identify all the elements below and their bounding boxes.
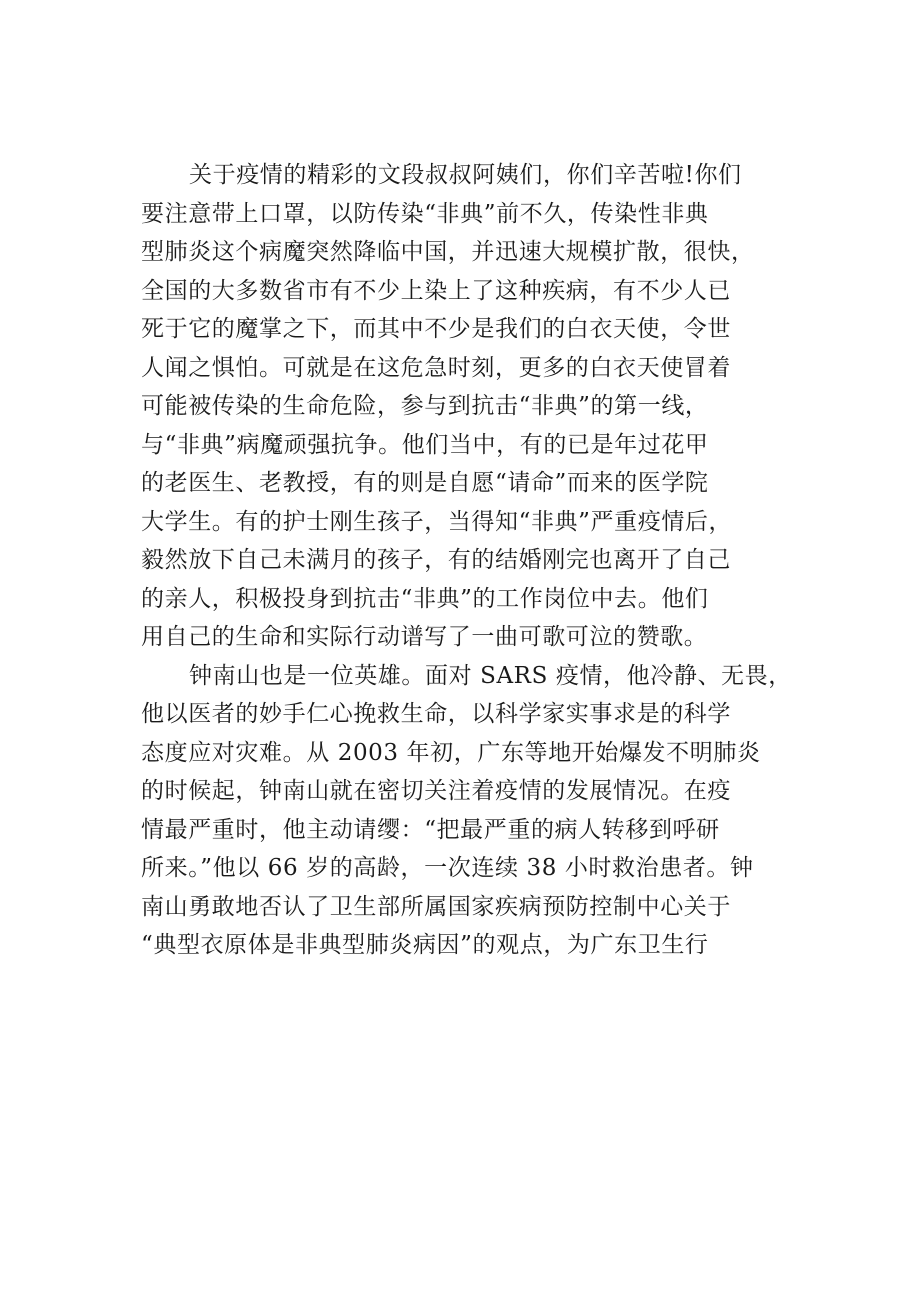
text-line: 所来。”他以 66 岁的高龄，一次连续 38 小时救治患者。钟 <box>141 855 754 881</box>
text-line: 的老医生、老教授，有的则是自愿“请命”而来的医学院 <box>141 470 709 496</box>
text-line: 毅然放下自己未满月的孩子，有的结婚刚完也离开了自己 <box>141 547 731 573</box>
text-line: 情最严重时，他主动请缨：“把最严重的病人转移到呼研 <box>141 816 720 843</box>
text-line: 南山勇敢地否认了卫生部所属国家疾病预防控制中心关于 <box>141 893 731 920</box>
text-line: 大学生。有的护士刚生孩子，当得知“非典”严重疫情后， <box>141 508 733 535</box>
text-line: “典型衣原体是非典型肺炎病因”的观点，为广东卫生行 <box>141 932 709 958</box>
text-line: 人闻之惧怕。可就是在这危急时刻，更多的白衣天使冒着 <box>141 354 731 381</box>
text-line: 用自己的生命和实际行动谱写了一曲可歌可泣的赞歌。 <box>141 624 708 650</box>
text-line: 全国的大多数省市有不少上染上了这种疾病，有不少人已 <box>141 277 731 304</box>
text-line: 死于它的魔掌之下，而其中不少是我们的白衣天使，令世 <box>141 316 731 342</box>
document-body <box>141 156 792 965</box>
text-line: 要注意带上口罩，以防传染“非典”前不久，传染性非典 <box>141 200 709 227</box>
text-line: 的时候起，钟南山就在密切关注着疫情的发展情况。在疫 <box>141 778 731 804</box>
text-line: 的亲人，积极投身到抗击“非典”的工作岗位中去。他们 <box>141 585 709 612</box>
text-line: 型肺炎这个病魔突然降临中国，并迅速大规模扩散，很快， <box>141 239 755 265</box>
text-line: 与“非典”病魔顽强抗争。他们当中，有的已是年过花甲 <box>141 431 709 458</box>
text-line: 可能被传染的生命危险，参与到抗击“非典”的第一线， <box>141 393 709 419</box>
text-line: 钟南山也是一位英雄。面对 SARS 疫情，他冷静、无畏， <box>189 662 792 689</box>
text-line: 他以医者的妙手仁心挽救生命，以科学家实事求是的科学 <box>141 701 731 727</box>
text-line: 关于疫情的精彩的文段叔叔阿姨们，你们辛苦啦!你们 <box>189 162 742 188</box>
text-line: 态度应对灾难。从 2003 年初，广东等地开始爆发不明肺炎 <box>141 739 761 766</box>
